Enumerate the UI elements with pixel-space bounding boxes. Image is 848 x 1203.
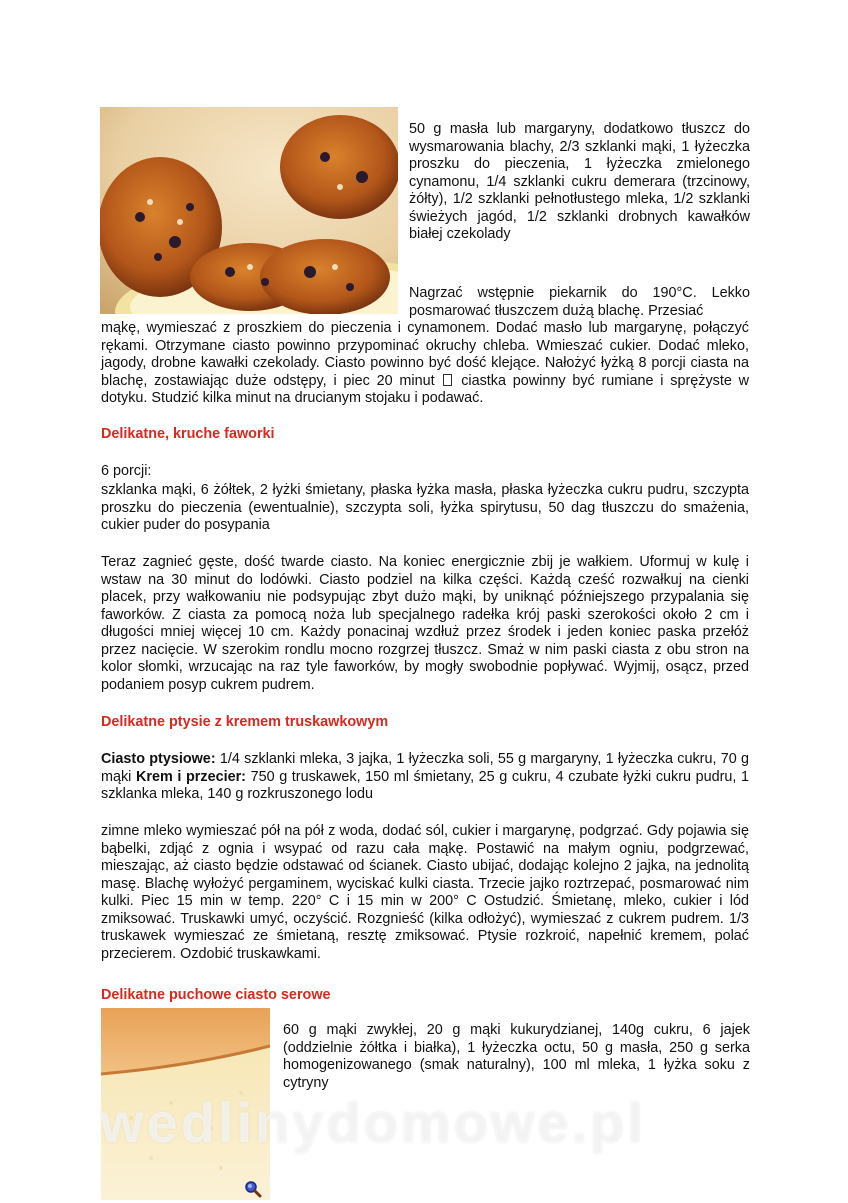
recipe2-method: Teraz zagnieć gęste, dość twarde ciasto. Na koniec energicznie zbij je wałkiem. Uformuj w kulę i wstaw na 30 minut do lodówki. Ciasto podziel na kilka części. Każdą cześć rozwałkuj na cienki placek, przy wałkowaniu nie podsypując zbyt dużo mąki, by uniknąć późniejszego przypalania się faworków. Z ciasta za pomocą noża lub specjalnego radełka krój paski szerokości około 2 cm i długości mniej więcej 10 cm. Każdy ponacinaj wzdłuż przez środek i jeden koniec paska przełóż przez nacięcie. W szerokim rondlu mocno rozgrzej tłuszcz. Smaż w nim paski ciasta z obu stron na kolor słomki, wrzucając na raz tyle faworków, by mogły swobodnie popływać. Wyjmij, osącz, przed podaniem posyp cukrem pudrem. [101, 554, 749, 693]
recipe2-ingredients: szklanka mąki, 6 żółtek, 2 łyżki śmietany, płaska łyżka masła, płaska łyżeczka cukru pudru, szczypta proszku do pieczenia (ewentualnie), szczypta soli, łyżka spirytusu, 50 dag tłuszczu do smażenia, cukier puder do posypania [101, 482, 749, 533]
recipe3-cream-ingredients: 750 g truskawek, 150 ml śmietany, 25 g cukru, 4 czubate łyżki cukru pudru, 1 szklanka mleka, 140 g rozkruszonego lodu [101, 768, 750, 802]
recipe1-method-rest [101, 320, 749, 408]
recipe1-ingredients: 50 g masła lub margaryny, dodatkowo tłuszcz do wysmarowania blachy, 2/3 szklanki mąki, 1 łyżeczka proszku do pieczenia, 1 łyżeczka zmielonego cynamonu, 1/4 szklanki cukru demerara (trzcinowy, żółty), 1/2 szklanki pełnotłustego mleka, 1/2 szklanki świeżych jagód, 1/2 szklanki drobnych kawałków białej czekolady [409, 121, 750, 242]
missing-glyph-icon [443, 374, 452, 386]
recipe4-ingredients: 60 g mąki zwykłej, 20 g mąki kukurydzianej, 140g cukru, 6 jajek (oddzielnie żółtka i białka), 1 łyżeczka octu, 50 g masła, 250 g serka homogenizowanego (smak naturalny), 100 ml mleka, 1 łyżka soku z cytryny [283, 1022, 750, 1091]
recipe2-title: Delikatne, kruche faworki [101, 426, 275, 442]
recipe1-method-rest-a: mąkę, wymieszać z proszkiem do pieczenia i cynamonem. Dodać masło lub margarynę, połączyć rękami. Otrzymane ciasto powinno przypominać okruchy chleba. Wmieszać cukier. Dodać mleko, jagody, drobne kawałki czekolady. Ciasto powinno być dość klejące. Nałożyć łyżką 8 porcji ciasta na blachę, zostawiając duże odstępy, i piec 20 minut [101, 320, 749, 389]
recipe1-method-rest-b: ciastka powinny być rumiane i sprężyste w dotyku. Studzić kilka minut na drucianym stojaku i podawać. [101, 372, 750, 406]
cheesecake-photo [101, 1008, 270, 1200]
recipe2-servings: 6 porcji: [101, 463, 152, 479]
recipe3-method: zimne mleko wymieszać pół na pół z woda, dodać sól, cukier i margarynę, podgrzać. Gdy pojawia się bąbelki, zdjąć z ognia i wsypać od razu cała mąkę. Postawić na małym ogniu, podgrzewać, mieszając, aż ciasto będzie odstawać od ścianek. Ciasto ubijać, dodając kolejno 2 jajka, na jednolitą masę. Blachę wyłożyć pergaminem, wyciskać kulki ciasta. Trzecie jajko roztrzepać, posmarować nim kulki. Piec 15 min w temp. 220° C i 15 min w 200° C Ostudzić. Śmietanę, mleko, cukier i lód zmiksować. Truskawki umyć, oczyścić. Rozgnieść (kilka odłożyć), wymieszać z cukrem pudrem. 1/3 truskawek wymieszać ze śmietaną, resztę zmiksować. Ptysie rozkroić, napełnić kremem, polać przecierem. Ozdobić truskawkami. [101, 823, 749, 962]
recipe4-title: Delikatne puchowe ciasto serowe [101, 987, 331, 1003]
recipe3-title: Delikatne ptysie z kremem truskawkowym [101, 714, 389, 730]
cookies-photo [100, 107, 398, 314]
watermark: wedlinydomowe.pl [100, 1091, 646, 1154]
recipe3-ingredients [101, 751, 749, 804]
recipe3-cream-label: Krem i przecier: [136, 768, 246, 785]
recipe3-dough-label: Ciasto ptysiowe: [101, 751, 216, 767]
recipe3-dough-ingredients: 1/4 szklanki mleka, 3 jajka, 1 łyżeczka soli, 55 g margaryny, 1 łyżeczka cukru, 70 g mąki [101, 751, 749, 785]
recipe1-method-start: Nagrzać wstępnie piekarnik do 190°C. Lekko posmarować tłuszczem dużą blachę. Przesiać [409, 285, 750, 319]
